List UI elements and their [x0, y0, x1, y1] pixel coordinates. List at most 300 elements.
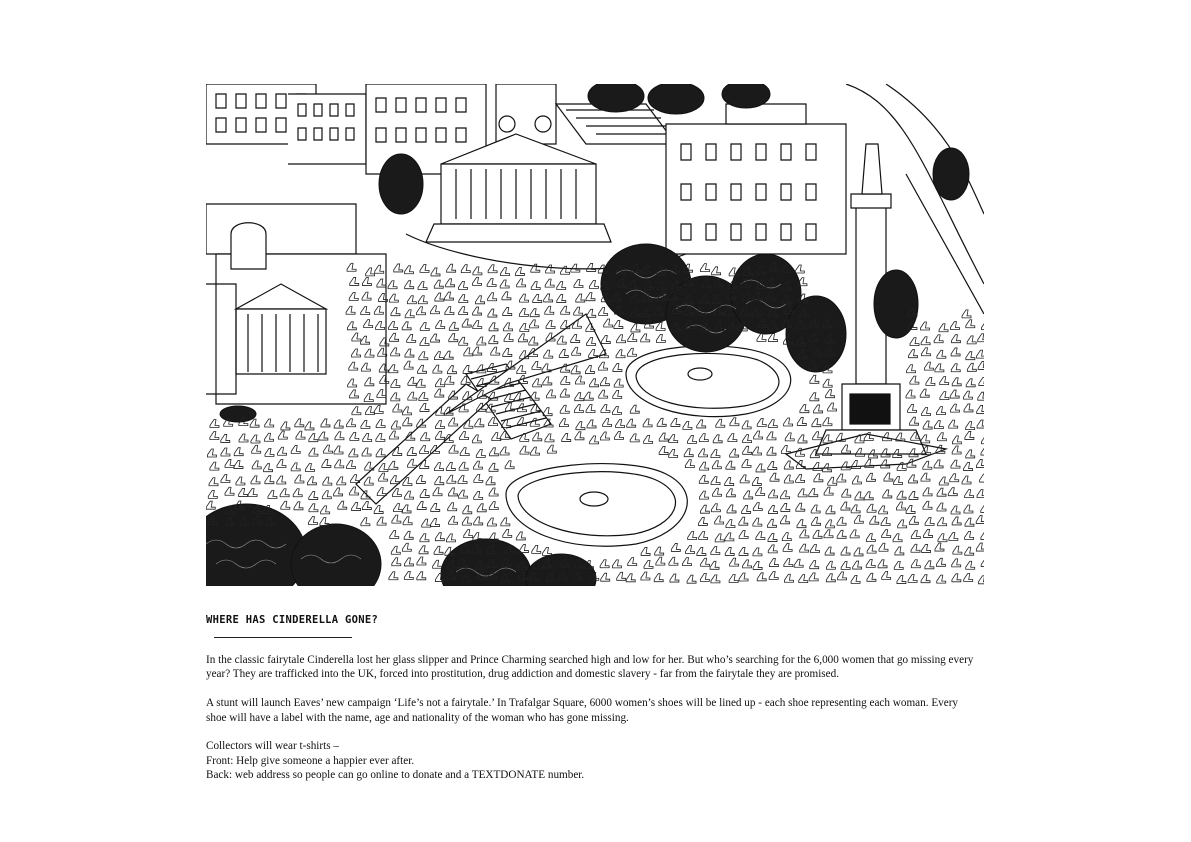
shoe-glyph — [896, 502, 905, 510]
shoe-glyph — [948, 488, 957, 496]
shoe-glyph — [671, 543, 680, 551]
shoe-glyph — [389, 365, 398, 373]
shoe-glyph — [713, 435, 722, 443]
shoe-glyph — [881, 460, 890, 468]
shoe-glyph — [486, 477, 495, 485]
shoe-glyph — [866, 559, 875, 567]
shoe-glyph — [518, 334, 527, 342]
shoe-glyph — [603, 419, 612, 427]
shoe-glyph — [489, 336, 498, 344]
shoe-glyph — [911, 560, 920, 568]
shoe-glyph — [557, 281, 566, 289]
shoe-glyph — [391, 421, 400, 429]
shoe-glyph — [307, 477, 316, 485]
shoe-glyph — [474, 474, 483, 482]
shoe-glyph — [473, 461, 482, 469]
shoe-glyph — [697, 420, 706, 428]
shoe-glyph — [937, 575, 946, 583]
shoe-glyph — [924, 529, 933, 537]
shoe-glyph — [405, 281, 414, 289]
shoe-glyph — [221, 474, 230, 482]
shoe-glyph — [687, 575, 696, 583]
shoe-glyph — [376, 420, 385, 428]
shoe-glyph — [389, 572, 398, 580]
shoe-glyph — [234, 448, 243, 456]
shoe-glyph — [881, 518, 890, 526]
shoe-glyph — [641, 547, 650, 555]
shoe-glyph — [587, 309, 596, 317]
shoe-glyph — [813, 462, 822, 470]
shoe-glyph — [334, 488, 343, 496]
shoe-glyph — [838, 572, 847, 580]
shoe-glyph — [604, 319, 613, 327]
shoe-glyph — [560, 389, 569, 397]
shoe-glyph — [894, 477, 903, 485]
shoe-glyph — [627, 419, 636, 427]
shoe-glyph — [739, 547, 748, 555]
shoe-glyph — [641, 334, 650, 342]
shoe-glyph — [937, 503, 946, 511]
shoe-glyph — [950, 322, 959, 330]
shoe-glyph — [404, 531, 413, 539]
shoe-glyph — [630, 405, 639, 413]
heading-underline — [214, 637, 352, 638]
shoe-glyph — [405, 349, 414, 357]
shoe-glyph — [951, 506, 960, 514]
shoe-glyph — [376, 449, 385, 457]
shoe-glyph — [420, 338, 429, 346]
shoe-glyph — [813, 530, 822, 538]
shoe-glyph — [770, 473, 779, 481]
shoe-glyph — [797, 417, 806, 425]
shoe-glyph — [560, 405, 569, 413]
shoe-glyph — [781, 516, 790, 524]
shoe-glyph — [435, 477, 444, 485]
shoe-glyph — [934, 421, 943, 429]
shoe-glyph — [826, 561, 835, 569]
shoe-glyph — [225, 459, 234, 467]
shoe-glyph — [657, 418, 666, 426]
shoe-glyph — [962, 310, 971, 318]
paragraph-front: Front: Help give someone a happier ever after. — [206, 754, 415, 767]
shoe-glyph — [477, 337, 486, 345]
shoe-glyph — [278, 447, 287, 455]
shoe-glyph — [561, 306, 570, 314]
shoe-glyph — [504, 333, 513, 341]
shoe-glyph — [574, 279, 583, 287]
shoe-glyph — [473, 321, 482, 329]
shoe-glyph — [671, 418, 680, 426]
shoe-glyph — [923, 421, 932, 429]
shoe-glyph — [952, 446, 961, 454]
shoe-glyph — [614, 321, 623, 329]
shoe-glyph — [898, 520, 907, 528]
shoe-glyph — [700, 264, 709, 272]
shoe-glyph — [744, 491, 753, 499]
shoe-glyph — [725, 533, 734, 541]
shoe-glyph — [474, 517, 483, 525]
shoe-glyph — [866, 533, 875, 541]
shoe-glyph — [547, 445, 556, 453]
shoe-glyph — [940, 392, 949, 400]
shoe-glyph — [670, 574, 679, 582]
shoe-glyph — [812, 517, 821, 525]
shoe-glyph — [813, 432, 822, 440]
shoe-glyph — [543, 377, 552, 385]
shoe-glyph — [430, 519, 439, 527]
shoe-glyph — [742, 421, 751, 429]
shoe-glyph — [937, 350, 946, 358]
shoe-glyph — [712, 267, 721, 275]
shoe-glyph — [431, 268, 440, 276]
shoe-glyph — [576, 422, 585, 430]
paragraph-stunt: A stunt will launch Eaves’ new campaign ‘Life’s not a fairytale.’ In Trafalgar Square, 6000 women’s shoes will be lined up - each shoe representing each woman. Every shoe will have a label with the name, age and nationality of the woman who has gone missing. — [206, 697, 959, 724]
shoe-glyph — [489, 502, 498, 510]
shoe-glyph — [936, 558, 945, 566]
shoe-glyph — [711, 504, 720, 512]
shoe-glyph — [600, 560, 609, 568]
shoe-glyph — [754, 431, 763, 439]
shoe-glyph — [841, 561, 850, 569]
shoe-glyph — [334, 420, 343, 428]
shoe-glyph — [488, 293, 497, 301]
shoe-glyph — [459, 462, 468, 470]
shoe-glyph — [433, 488, 442, 496]
shoe-glyph — [575, 393, 584, 401]
shoe-glyph — [879, 543, 888, 551]
shoe-glyph — [783, 543, 792, 551]
shoe-glyph — [418, 296, 427, 304]
shoe-glyph — [897, 491, 906, 499]
shoe-glyph — [394, 264, 403, 272]
illustration-svg — [206, 84, 984, 586]
shoe-glyph — [391, 308, 400, 316]
shoe-glyph — [628, 558, 637, 566]
shoe-glyph — [489, 448, 498, 456]
shoe-glyph — [851, 575, 860, 583]
shoe-glyph — [464, 348, 473, 356]
shoe-glyph — [420, 404, 429, 412]
shoe-glyph — [809, 573, 818, 581]
shoe-glyph — [520, 323, 529, 331]
shoe-glyph — [463, 506, 472, 514]
shoe-glyph — [711, 547, 720, 555]
shoe-glyph — [500, 280, 509, 288]
shoe-glyph — [768, 534, 777, 542]
shoe-glyph — [940, 377, 949, 385]
shoe-glyph — [575, 432, 584, 440]
shoe-glyph — [449, 488, 458, 496]
shoe-glyph — [800, 405, 809, 413]
shoe-glyph — [882, 530, 891, 538]
shoe-glyph — [978, 576, 984, 584]
shoe-glyph — [753, 548, 762, 556]
shoe-glyph — [921, 337, 930, 345]
shoe-glyph — [545, 279, 554, 287]
shoe-glyph — [337, 477, 346, 485]
shoe-glyph — [953, 546, 962, 554]
shoe-glyph — [769, 559, 778, 567]
shoe-glyph — [739, 573, 748, 581]
shoe-glyph — [963, 391, 972, 399]
shoe-glyph — [542, 547, 551, 555]
shoe-glyph — [529, 320, 538, 328]
body-text — [206, 653, 976, 783]
shoe-glyph — [531, 282, 540, 290]
shoe-glyph — [908, 404, 917, 412]
shoe-glyph — [726, 461, 735, 469]
shoe-glyph — [458, 281, 467, 289]
shoe-glyph — [837, 474, 846, 482]
shoe-glyph — [405, 310, 414, 318]
shoe-glyph — [420, 489, 429, 497]
shoe-glyph — [965, 490, 974, 498]
shoe-glyph — [448, 503, 457, 511]
shoe-glyph — [977, 420, 984, 428]
shoe-glyph — [445, 376, 454, 384]
shoe-glyph — [669, 435, 678, 443]
shoe-glyph — [291, 445, 300, 453]
shoe-glyph — [322, 459, 331, 467]
shoe-glyph — [768, 462, 777, 470]
shoe-glyph — [473, 307, 482, 315]
shoe-glyph — [472, 277, 481, 285]
shoe-glyph — [614, 431, 623, 439]
shoe-glyph — [338, 501, 347, 509]
shoe-glyph — [460, 448, 469, 456]
shoe-glyph — [391, 379, 400, 387]
shoe-glyph — [361, 420, 370, 428]
shoe-glyph — [906, 390, 915, 398]
shoe-glyph — [376, 433, 385, 441]
shoe-glyph — [867, 545, 876, 553]
shoe-glyph — [965, 431, 974, 439]
shoe-glyph — [407, 334, 416, 342]
shoe-glyph — [419, 352, 428, 360]
shoe-glyph — [265, 433, 274, 441]
shoe-glyph — [503, 323, 512, 331]
shoe-glyph — [743, 435, 752, 443]
shoe-glyph — [965, 531, 974, 539]
page-heading: WHERE HAS CINDERELLA GONE? — [206, 614, 379, 626]
shoe-glyph — [837, 517, 846, 525]
shoe-glyph — [559, 419, 568, 427]
shoe-glyph — [949, 532, 958, 540]
shoe-glyph — [626, 574, 635, 582]
shoe-glyph — [444, 351, 453, 359]
paragraph-back: Back: web address so people can go online to donate and a TEXTDONATE number. — [206, 769, 585, 782]
shoe-glyph — [870, 516, 879, 524]
shoe-glyph — [324, 445, 333, 453]
shoe-glyph — [309, 448, 318, 456]
shoe-glyph — [417, 557, 426, 565]
shoe-glyph — [264, 464, 273, 472]
shoe-glyph — [713, 488, 722, 496]
shoe-glyph — [699, 491, 708, 499]
shoe-glyph — [252, 461, 261, 469]
shoe-glyph — [966, 450, 975, 458]
shoe-glyph — [590, 436, 599, 444]
shoe-glyph — [436, 321, 445, 329]
shoe-glyph — [265, 476, 274, 484]
shoe-glyph — [769, 334, 778, 342]
shoe-glyph — [966, 379, 975, 387]
shoe-glyph — [586, 293, 595, 301]
shoe-glyph — [464, 530, 473, 538]
shoe-glyph — [951, 364, 960, 372]
shoe-glyph — [756, 532, 765, 540]
shoe-glyph — [435, 463, 444, 471]
shoe-glyph — [895, 547, 904, 555]
shoe-glyph — [785, 433, 794, 441]
shoe-glyph — [461, 265, 470, 273]
shoe-glyph — [939, 477, 948, 485]
shoe-glyph — [417, 307, 426, 315]
shoe-glyph — [826, 390, 835, 398]
shoe-glyph — [434, 352, 443, 360]
shoe-glyph — [688, 532, 697, 540]
shoe-glyph — [925, 561, 934, 569]
shoe-glyph — [431, 503, 440, 511]
shoe-glyph — [474, 491, 483, 499]
shoe-glyph — [823, 418, 832, 426]
shoe-glyph — [546, 320, 555, 328]
shoe-glyph — [503, 529, 512, 537]
shoe-glyph — [248, 488, 257, 496]
shoe-glyph — [281, 501, 290, 509]
shoe-glyph — [350, 432, 359, 440]
shoe-glyph — [363, 434, 372, 442]
shoe-glyph — [431, 334, 440, 342]
shoe-glyph — [867, 573, 876, 581]
shoe-glyph — [501, 518, 510, 526]
shoe-glyph — [408, 392, 417, 400]
shoe-glyph — [669, 449, 678, 457]
shoe-glyph — [391, 546, 400, 554]
shoe-glyph — [586, 405, 595, 413]
shoe-glyph — [730, 449, 739, 457]
shoe-glyph — [476, 296, 485, 304]
shoe-glyph — [321, 506, 330, 514]
shoe-glyph — [402, 407, 411, 415]
shoe-glyph — [683, 421, 692, 429]
shoe-glyph — [533, 433, 542, 441]
shoe-glyph — [767, 519, 776, 527]
shoe-glyph — [894, 561, 903, 569]
shoe-glyph — [768, 506, 777, 514]
shoe-glyph — [404, 558, 413, 566]
shoe-glyph — [520, 294, 529, 302]
shoe-glyph — [907, 365, 916, 373]
shoe-glyph — [910, 376, 919, 384]
shoe-glyph — [462, 319, 471, 327]
shoe-glyph — [515, 267, 524, 275]
shoe-glyph — [911, 531, 920, 539]
shoe-glyph — [853, 561, 862, 569]
shoe-glyph — [951, 348, 960, 356]
shoe-glyph — [277, 476, 286, 484]
shoe-glyph — [210, 462, 219, 470]
shoe-glyph — [784, 475, 793, 483]
shoe-glyph — [251, 476, 260, 484]
shoe-glyph — [446, 279, 455, 287]
shoe-glyph — [293, 489, 302, 497]
shoe-glyph — [685, 460, 694, 468]
shoe-glyph — [826, 506, 835, 514]
shoe-glyph — [921, 575, 930, 583]
shoe-glyph — [923, 501, 932, 509]
shoe-glyph — [374, 405, 383, 413]
shoe-glyph — [349, 449, 358, 457]
shoe-glyph — [950, 390, 959, 398]
shoe-glyph — [210, 420, 219, 428]
shoe-glyph — [309, 434, 318, 442]
shoe-glyph — [600, 378, 609, 386]
shoe-glyph — [796, 474, 805, 482]
shoe-glyph — [922, 544, 931, 552]
shoe-glyph — [352, 503, 361, 511]
shoe-glyph — [601, 404, 610, 412]
shoe-glyph — [402, 543, 411, 551]
shoe-glyph — [966, 352, 975, 360]
shoe-glyph — [239, 488, 248, 496]
shoe-glyph — [519, 308, 528, 316]
shoe-glyph — [921, 348, 930, 356]
shoe-glyph — [699, 434, 708, 442]
shoe-glyph — [601, 573, 610, 581]
shoe-glyph — [475, 419, 484, 427]
shoe-glyph — [390, 530, 399, 538]
shoe-glyph — [420, 534, 429, 542]
shoe-glyph — [965, 547, 974, 555]
shoe-glyph — [209, 478, 218, 486]
shoe-glyph — [419, 546, 428, 554]
shoe-glyph — [854, 515, 863, 523]
shoe-glyph — [265, 448, 274, 456]
shoe-glyph — [529, 337, 538, 345]
shoe-glyph — [294, 502, 303, 510]
paragraph-collectors: Collectors will wear t-shirts – — [206, 740, 339, 753]
shoe-glyph — [545, 434, 554, 442]
shoe-glyph — [656, 334, 665, 342]
shoe-glyph — [951, 460, 960, 468]
shoe-glyph — [700, 462, 709, 470]
shoe-glyph — [321, 419, 330, 427]
shoe-glyph — [516, 532, 525, 540]
shoe-glyph — [654, 574, 663, 582]
shoe-glyph — [951, 335, 960, 343]
shoe-glyph — [950, 404, 959, 412]
shoe-glyph — [557, 295, 566, 303]
shoe-glyph — [795, 265, 804, 273]
shoe-glyph — [938, 534, 947, 542]
shoe-glyph — [347, 419, 356, 427]
shoe-glyph — [924, 362, 933, 370]
shoe-glyph — [309, 504, 318, 512]
shoe-glyph — [462, 517, 471, 525]
shoe-glyph — [743, 446, 752, 454]
shoe-glyph — [824, 530, 833, 538]
shoe-glyph — [976, 516, 984, 524]
shoe-glyph — [617, 572, 626, 580]
shoe-glyph — [585, 366, 594, 374]
shoe-glyph — [391, 348, 400, 356]
shoe-glyph — [964, 505, 973, 513]
shoe-glyph — [739, 530, 748, 538]
shoe-glyph — [505, 461, 514, 469]
shoe-glyph — [716, 419, 725, 427]
shoe-glyph — [236, 477, 245, 485]
